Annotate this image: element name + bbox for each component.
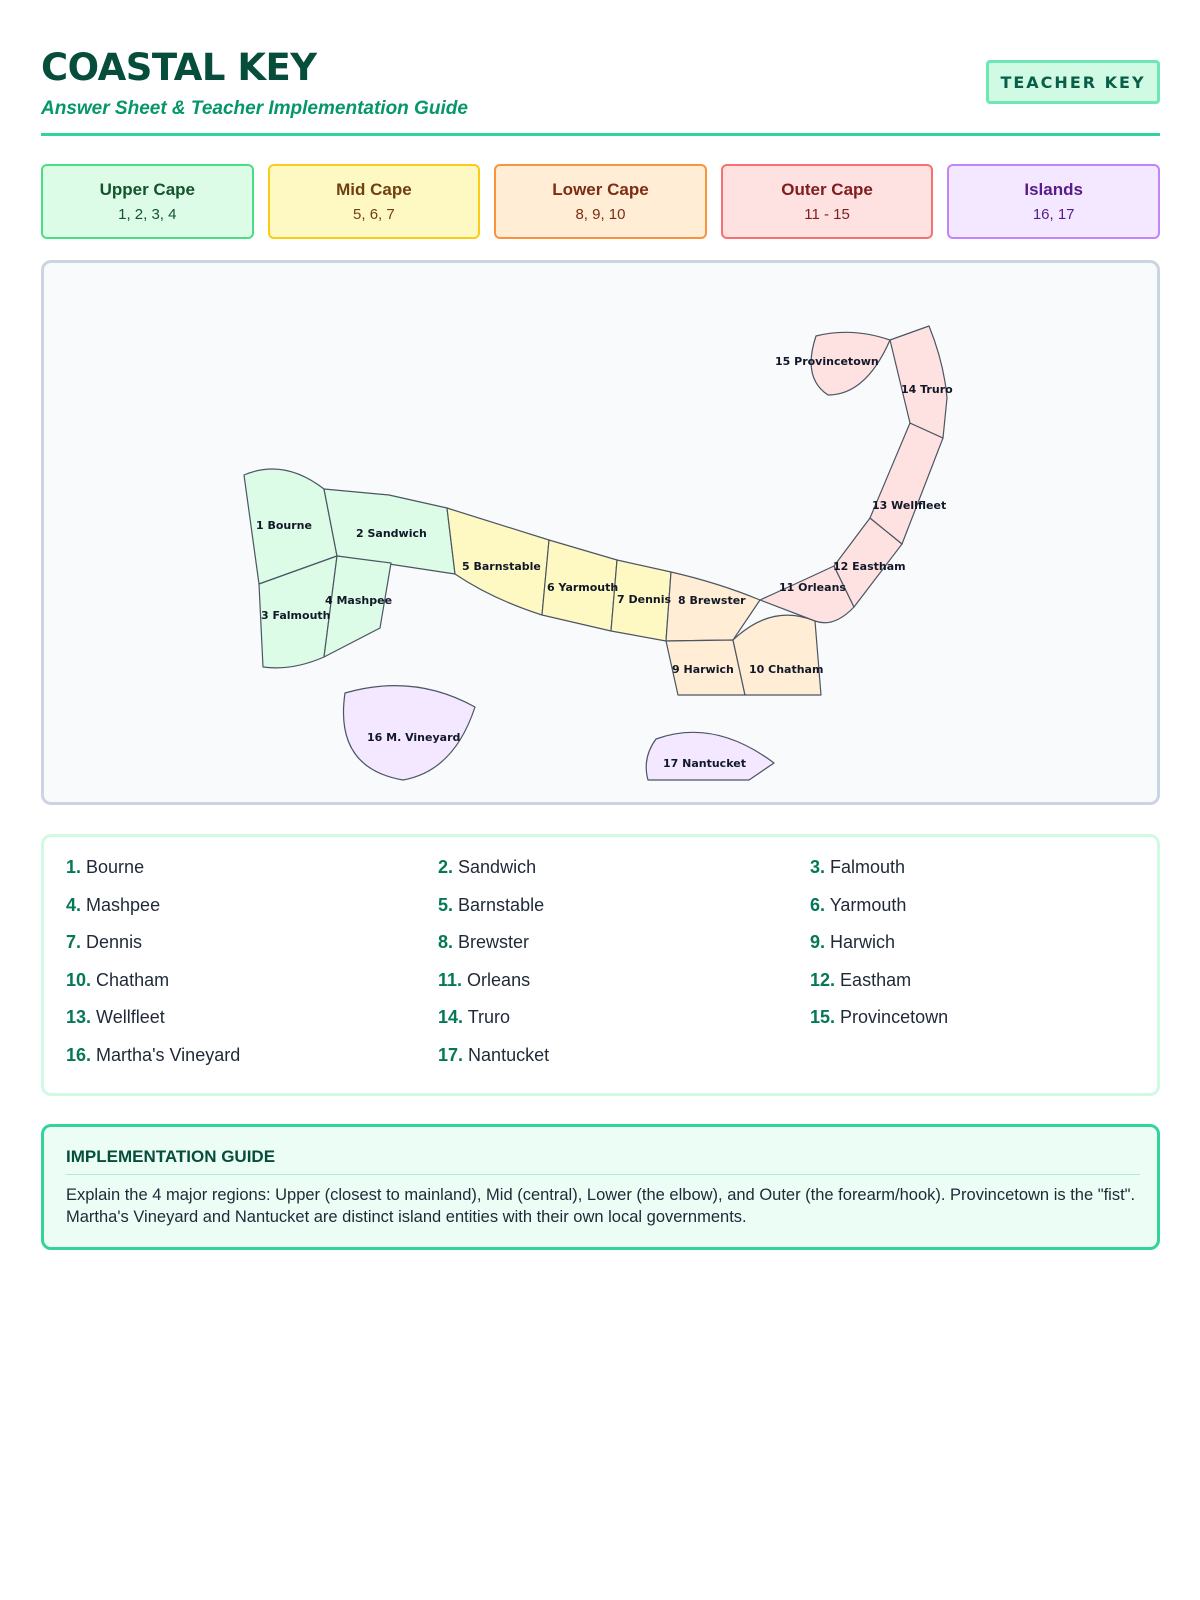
- guide-title: IMPLEMENTATION GUIDE: [66, 1147, 1140, 1175]
- town-shape-chatham: [733, 615, 824, 695]
- town-name: Chatham: [96, 969, 170, 990]
- map-label-eastham: 12 Eastham: [833, 560, 906, 573]
- region-card-outer-cape: [721, 164, 934, 239]
- town-number: 9.: [810, 932, 826, 952]
- list-item: [810, 932, 1146, 970]
- map-label-yarmouth: 6 Yarmouth: [547, 581, 619, 594]
- page-subtitle: Answer Sheet & Teacher Implementation Guide: [41, 98, 468, 119]
- region-towns: 11 - 15: [804, 206, 850, 223]
- list-item: [438, 970, 810, 1008]
- town-name: Provincetown: [840, 1007, 949, 1027]
- town-number: 14.: [438, 1007, 464, 1027]
- region-name: Upper Cape: [99, 180, 195, 199]
- town-name: Harwich: [830, 932, 896, 952]
- implementation-guide: [41, 1124, 1160, 1250]
- town-list-grid: [66, 857, 1146, 1082]
- town-name: Truro: [467, 1007, 511, 1027]
- town-name: Sandwich: [458, 857, 537, 877]
- list-item: [438, 1045, 810, 1083]
- region-towns: 5, 6, 7: [353, 206, 395, 223]
- town-number: 1.: [66, 857, 82, 877]
- map-label-bourne: 1 Bourne: [256, 519, 312, 532]
- town-name: Eastham: [840, 969, 912, 990]
- list-item: [66, 1045, 438, 1083]
- town-name: Mashpee: [86, 894, 161, 915]
- town-number: 13.: [66, 1007, 92, 1027]
- guide-text: Explain the 4 major regions: Upper (closest to mainland), Mid (central), Lower (the elbow), and Outer (the forearm/hook). Provincetown is the "fist". Martha's Vineyard and Nantucket are distinct island entities with their own local governments.: [66, 1186, 1136, 1226]
- list-item: [810, 970, 1146, 1008]
- town-shape-truro: [890, 326, 947, 438]
- region-name: Mid Cape: [336, 180, 412, 199]
- town-name: Barnstable: [458, 894, 545, 915]
- map-label-barnstable: 5 Barnstable: [462, 560, 541, 573]
- region-towns: 8, 9, 10: [575, 206, 626, 223]
- list-item: [66, 970, 438, 1008]
- region-name: Outer Cape: [781, 180, 873, 199]
- map-label-orleans: 11 Orleans: [779, 581, 846, 594]
- town-number: 11.: [438, 969, 463, 990]
- town-number: 17.: [438, 1044, 464, 1065]
- town-number: 15.: [810, 1007, 836, 1027]
- town-number: 5.: [438, 894, 454, 915]
- town-name: Dennis: [86, 932, 143, 952]
- list-item: [810, 895, 1146, 933]
- map-label-chatham: 10 Chatham: [749, 663, 824, 676]
- town-answer-list: [41, 834, 1160, 1096]
- town-number: 6.: [810, 894, 826, 915]
- town-number: 2.: [438, 857, 454, 877]
- map-svg: [44, 263, 1157, 802]
- region-legend: [41, 164, 1160, 239]
- list-item: [438, 895, 810, 933]
- teacher-key-badge: TEACHER KEY: [986, 60, 1160, 104]
- list-item: [438, 932, 810, 970]
- map-label-sandwich: 2 Sandwich: [356, 527, 427, 540]
- region-towns: 16, 17: [1032, 206, 1075, 223]
- map-label-nantucket: 17 Nantucket: [663, 757, 746, 770]
- town-number: 3.: [810, 857, 826, 877]
- town-shape-wellfleet: [870, 423, 943, 544]
- list-item: [66, 1007, 438, 1045]
- map-label-wellfleet: 13 Wellfleet: [872, 499, 947, 512]
- list-item: [66, 895, 438, 933]
- town-name: Brewster: [458, 932, 530, 952]
- region-towns: 1, 2, 3, 4: [118, 206, 177, 223]
- region-card-mid-cape: [268, 164, 481, 239]
- list-item: [810, 1007, 1146, 1045]
- town-name: Falmouth: [830, 857, 906, 877]
- page-header: [41, 44, 1160, 136]
- list-item: [66, 857, 438, 895]
- list-item: [438, 1007, 810, 1045]
- map-label-mashpee: 4 Mashpee: [325, 594, 393, 607]
- list-item: [810, 857, 1146, 895]
- map-label-provincetown: 15 Provincetown: [775, 355, 879, 368]
- map-label-dennis: 7 Dennis: [617, 593, 672, 606]
- town-number: 10.: [66, 969, 92, 990]
- page-title: COASTAL KEY: [41, 46, 317, 89]
- town-number: 7.: [66, 932, 82, 952]
- list-item: [66, 932, 438, 970]
- map-label-brewster: 8 Brewster: [678, 594, 746, 607]
- cape-cod-map: [41, 260, 1160, 805]
- town-number: 8.: [438, 932, 454, 952]
- map-label-truro: 14 Truro: [901, 383, 953, 396]
- town-name: Wellfleet: [96, 1007, 165, 1027]
- town-number: 4.: [66, 894, 82, 915]
- list-item: [438, 857, 810, 895]
- town-name: Martha's Vineyard: [96, 1044, 241, 1065]
- town-name: Bourne: [86, 857, 145, 877]
- town-number: 16.: [66, 1044, 92, 1065]
- region-card-islands: [947, 164, 1160, 239]
- map-label-harwich: 9 Harwich: [672, 663, 734, 676]
- map-label-marthas-vineyard: 16 M. Vineyard: [367, 731, 461, 744]
- town-name: Orleans: [467, 969, 531, 990]
- town-number: 12.: [810, 969, 836, 990]
- region-card-upper-cape: [41, 164, 254, 239]
- town-name: Nantucket: [468, 1044, 550, 1065]
- map-label-falmouth: 3 Falmouth: [261, 609, 331, 622]
- region-name: Lower Cape: [552, 180, 649, 199]
- town-name: Yarmouth: [829, 894, 907, 915]
- region-name: Islands: [1024, 180, 1083, 199]
- region-card-lower-cape: [494, 164, 707, 239]
